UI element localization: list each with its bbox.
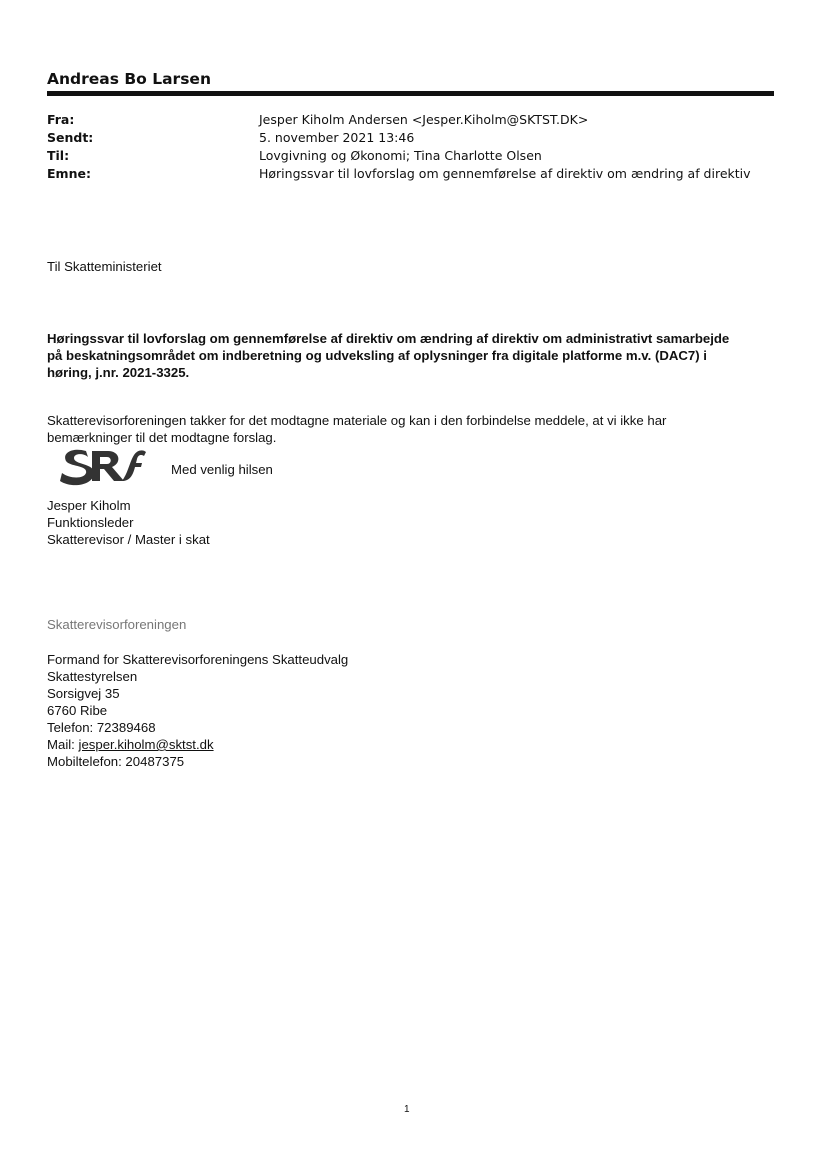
- signature-title: Skatterevisor / Master i skat: [47, 532, 210, 547]
- header-sent-row: [47, 129, 787, 147]
- subject-value: Høringssvar til lovforslag om gennemførelse af direktiv om ændring af direktiv: [259, 166, 751, 181]
- email-header: [47, 111, 787, 183]
- salutation: Til Skatteministeriet: [47, 259, 162, 274]
- contact-line-4: 6760 Ribe: [47, 703, 108, 718]
- contact-block: [47, 651, 348, 770]
- sent-value: 5. november 2021 13:46: [259, 130, 415, 145]
- contact-phone: Telefon: 72389468: [47, 720, 156, 735]
- header-from-row: [47, 111, 787, 129]
- header-subject-row: [47, 165, 787, 183]
- from-value: Jesper Kiholm Andersen <Jesper.Kiholm@SKTST.DK>: [259, 112, 589, 127]
- contact-line-2: Skattestyrelsen: [47, 669, 138, 684]
- signature-name: Jesper Kiholm: [47, 498, 131, 513]
- mail-label: Mail:: [47, 737, 79, 752]
- mail-link[interactable]: jesper.kiholm@sktst.dk: [78, 737, 214, 752]
- header-rule: [47, 91, 774, 96]
- contact-line-3: Sorsigvej 35: [47, 686, 120, 701]
- contact-line-1: Formand for Skatterevisorforeningens Skatteudvalg: [47, 652, 349, 667]
- header-to-row: [47, 147, 787, 165]
- sent-label: Sendt:: [47, 130, 94, 145]
- subject-heading: Høringssvar til lovforslag om gennemførelse af direktiv om ændring af direktiv om administrativt samarbejde på beskatningsområdet om indberetning og udveksling af oplysninger fra digitale platforme m.v. (DAC7) i høring, j.nr. 2021-3325.: [47, 331, 730, 380]
- contact-mobile: Mobiltelefon: 20487375: [47, 754, 185, 769]
- from-label: Fra:: [47, 112, 75, 127]
- srf-logo: [58, 445, 148, 487]
- mailbox-owner-name: Andreas Bo Larsen: [47, 70, 211, 88]
- closing: Med venlig hilsen: [171, 462, 273, 477]
- signature-block: [47, 497, 210, 548]
- contact-mail-row: [47, 736, 348, 753]
- body-paragraph: Skatterevisorforeningen takker for det modtagne materiale og kan i den forbindelse meddele, at vi ikke har bemærkninger til det modtagne forslag.: [47, 413, 667, 445]
- to-value: Lovgivning og Økonomi; Tina Charlotte Olsen: [259, 148, 542, 163]
- organization-name: Skatterevisorforeningen: [47, 617, 187, 632]
- to-label: Til:: [47, 148, 70, 163]
- page-number: 1: [404, 1104, 410, 1115]
- signature-role: Funktionsleder: [47, 515, 134, 530]
- subject-label: Emne:: [47, 166, 91, 181]
